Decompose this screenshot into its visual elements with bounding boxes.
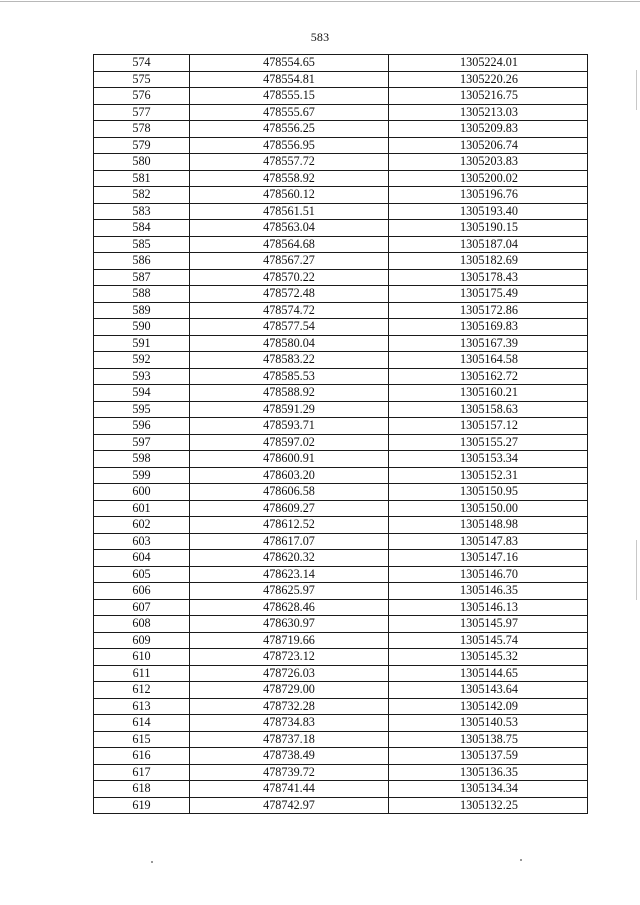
y-coordinate-cell	[389, 401, 588, 418]
x-coordinate-cell: 478556.95	[190, 137, 389, 154]
y-coordinate-value: 1305164.58	[460, 352, 518, 367]
table-row	[94, 55, 588, 72]
y-coordinate-value: 1305148.98	[460, 517, 518, 532]
point-number-cell: 604	[94, 550, 190, 567]
point-number-cell: 603	[94, 533, 190, 550]
y-coordinate-cell	[389, 55, 588, 72]
y-coordinate-cell	[389, 533, 588, 550]
table-row	[94, 781, 588, 798]
y-coordinate-cell	[389, 352, 588, 369]
y-coordinate-value: 1305213.03	[460, 104, 518, 119]
x-coordinate-cell: 478739.72	[190, 764, 389, 781]
point-number-cell: 593	[94, 368, 190, 385]
y-coordinate-value: 1305203.83	[460, 154, 518, 169]
y-coordinate-cell	[389, 253, 588, 270]
y-coordinate-value: 1305193.40	[460, 203, 518, 218]
y-coordinate-cell	[389, 236, 588, 253]
table-row	[94, 731, 588, 748]
y-coordinate-cell	[389, 121, 588, 138]
y-coordinate-value: 1305155.27	[460, 434, 518, 449]
table-row	[94, 550, 588, 567]
table-row	[94, 302, 588, 319]
point-number-cell: 583	[94, 203, 190, 220]
table-row	[94, 418, 588, 435]
table-row	[94, 698, 588, 715]
y-coordinate-value: 1305182.69	[460, 253, 518, 268]
y-coordinate-cell	[389, 137, 588, 154]
y-coordinate-cell	[389, 170, 588, 187]
point-number-cell: 597	[94, 434, 190, 451]
y-coordinate-value: 1305209.83	[460, 121, 518, 136]
table-row	[94, 269, 588, 286]
y-coordinate-cell	[389, 434, 588, 451]
point-number-cell: 617	[94, 764, 190, 781]
table-row	[94, 335, 588, 352]
table-row	[94, 236, 588, 253]
x-coordinate-cell: 478564.68	[190, 236, 389, 253]
table-row	[94, 764, 588, 781]
y-coordinate-cell	[389, 500, 588, 517]
y-coordinate-cell	[389, 764, 588, 781]
point-number-cell: 594	[94, 385, 190, 402]
point-number-cell: 602	[94, 517, 190, 534]
x-coordinate-cell: 478729.00	[190, 682, 389, 699]
point-number-cell: 585	[94, 236, 190, 253]
x-coordinate-cell: 478732.28	[190, 698, 389, 715]
y-coordinate-value: 1305138.75	[460, 731, 518, 746]
table-row	[94, 121, 588, 138]
x-coordinate-cell: 478588.92	[190, 385, 389, 402]
y-coordinate-cell	[389, 467, 588, 484]
y-coordinate-cell	[389, 71, 588, 88]
x-coordinate-cell: 478597.02	[190, 434, 389, 451]
table-row	[94, 71, 588, 88]
point-number-cell: 599	[94, 467, 190, 484]
y-coordinate-value: 1305175.49	[460, 286, 518, 301]
point-number-cell: 606	[94, 583, 190, 600]
point-number-cell: 609	[94, 632, 190, 649]
y-coordinate-value: 1305172.86	[460, 302, 518, 317]
y-coordinate-cell	[389, 286, 588, 303]
point-number-cell: 607	[94, 599, 190, 616]
y-coordinate-cell	[389, 517, 588, 534]
y-coordinate-cell	[389, 335, 588, 352]
table-row	[94, 434, 588, 451]
y-coordinate-value: 1305220.26	[460, 71, 518, 86]
point-number-cell: 615	[94, 731, 190, 748]
y-coordinate-cell	[389, 632, 588, 649]
table-row	[94, 220, 588, 237]
y-coordinate-value: 1305140.53	[460, 715, 518, 730]
x-coordinate-cell: 478723.12	[190, 649, 389, 666]
y-coordinate-cell	[389, 698, 588, 715]
point-number-cell: 576	[94, 88, 190, 105]
y-coordinate-value: 1305187.04	[460, 236, 518, 251]
table-row	[94, 682, 588, 699]
scan-edge-mark	[636, 540, 637, 600]
x-coordinate-cell: 478726.03	[190, 665, 389, 682]
x-coordinate-cell: 478591.29	[190, 401, 389, 418]
table-row	[94, 665, 588, 682]
table-row	[94, 599, 588, 616]
scan-speck	[520, 859, 522, 861]
point-number-cell: 577	[94, 104, 190, 121]
y-coordinate-cell	[389, 88, 588, 105]
y-coordinate-value: 1305190.15	[460, 220, 518, 235]
point-number-cell: 592	[94, 352, 190, 369]
x-coordinate-cell: 478574.72	[190, 302, 389, 319]
y-coordinate-value: 1305178.43	[460, 269, 518, 284]
y-coordinate-cell	[389, 616, 588, 633]
y-coordinate-cell	[389, 269, 588, 286]
y-coordinate-cell	[389, 418, 588, 435]
y-coordinate-value: 1305196.76	[460, 187, 518, 202]
x-coordinate-cell: 478570.22	[190, 269, 389, 286]
point-number-cell: 587	[94, 269, 190, 286]
x-coordinate-cell: 478556.25	[190, 121, 389, 138]
x-coordinate-cell: 478603.20	[190, 467, 389, 484]
y-coordinate-value: 1305146.13	[460, 599, 518, 614]
scan-edge-mark	[636, 70, 637, 110]
table-row	[94, 649, 588, 666]
x-coordinate-cell: 478558.92	[190, 170, 389, 187]
y-coordinate-cell	[389, 797, 588, 814]
y-coordinate-cell	[389, 748, 588, 765]
table-row	[94, 187, 588, 204]
y-coordinate-cell	[389, 566, 588, 583]
y-coordinate-cell	[389, 781, 588, 798]
point-number-cell: 616	[94, 748, 190, 765]
y-coordinate-value: 1305145.97	[460, 616, 518, 631]
y-coordinate-value: 1305144.65	[460, 665, 518, 680]
x-coordinate-cell: 478628.46	[190, 599, 389, 616]
x-coordinate-cell: 478585.53	[190, 368, 389, 385]
table-row	[94, 104, 588, 121]
y-coordinate-cell	[389, 104, 588, 121]
y-coordinate-value: 1305147.16	[460, 550, 518, 565]
x-coordinate-cell: 478567.27	[190, 253, 389, 270]
y-coordinate-cell	[389, 484, 588, 501]
table-row	[94, 451, 588, 468]
y-coordinate-value: 1305162.72	[460, 368, 518, 383]
y-coordinate-cell	[389, 154, 588, 171]
table-row	[94, 154, 588, 171]
y-coordinate-value: 1305150.95	[460, 484, 518, 499]
table-row	[94, 517, 588, 534]
point-number-cell: 590	[94, 319, 190, 336]
x-coordinate-cell: 478555.67	[190, 104, 389, 121]
y-coordinate-cell	[389, 550, 588, 567]
x-coordinate-cell: 478560.12	[190, 187, 389, 204]
y-coordinate-value: 1305146.35	[460, 583, 518, 598]
point-number-cell: 611	[94, 665, 190, 682]
table-row	[94, 583, 588, 600]
point-number-cell: 578	[94, 121, 190, 138]
y-coordinate-value: 1305142.09	[460, 698, 518, 713]
point-number-cell: 614	[94, 715, 190, 732]
table-row	[94, 632, 588, 649]
coordinate-table-body	[94, 55, 588, 814]
table-row	[94, 385, 588, 402]
y-coordinate-cell	[389, 583, 588, 600]
point-number-cell: 598	[94, 451, 190, 468]
table-row	[94, 500, 588, 517]
table-row	[94, 484, 588, 501]
point-number-cell: 596	[94, 418, 190, 435]
x-coordinate-cell: 478600.91	[190, 451, 389, 468]
y-coordinate-value: 1305169.83	[460, 319, 518, 334]
x-coordinate-cell: 478583.22	[190, 352, 389, 369]
table-row	[94, 401, 588, 418]
table-row	[94, 352, 588, 369]
table-row	[94, 368, 588, 385]
point-number-cell: 610	[94, 649, 190, 666]
y-coordinate-value: 1305153.34	[460, 451, 518, 466]
y-coordinate-value: 1305147.83	[460, 533, 518, 548]
x-coordinate-cell: 478620.32	[190, 550, 389, 567]
y-coordinate-value: 1305145.74	[460, 632, 518, 647]
x-coordinate-cell: 478738.49	[190, 748, 389, 765]
table-row	[94, 616, 588, 633]
point-number-cell: 582	[94, 187, 190, 204]
table-row	[94, 748, 588, 765]
y-coordinate-cell	[389, 319, 588, 336]
x-coordinate-cell: 478623.14	[190, 566, 389, 583]
point-number-cell: 588	[94, 286, 190, 303]
x-coordinate-cell: 478734.83	[190, 715, 389, 732]
point-number-cell: 613	[94, 698, 190, 715]
point-number-cell: 612	[94, 682, 190, 699]
x-coordinate-cell: 478580.04	[190, 335, 389, 352]
y-coordinate-value: 1305200.02	[460, 170, 518, 185]
x-coordinate-cell: 478617.07	[190, 533, 389, 550]
x-coordinate-cell: 478609.27	[190, 500, 389, 517]
table-row	[94, 797, 588, 814]
point-number-cell: 601	[94, 500, 190, 517]
table-row	[94, 203, 588, 220]
x-coordinate-cell: 478742.97	[190, 797, 389, 814]
y-coordinate-value: 1305150.00	[460, 500, 518, 515]
x-coordinate-cell: 478593.71	[190, 418, 389, 435]
scan-speck	[151, 861, 153, 863]
y-coordinate-cell	[389, 682, 588, 699]
table-row	[94, 566, 588, 583]
x-coordinate-cell: 478561.51	[190, 203, 389, 220]
y-coordinate-cell	[389, 599, 588, 616]
point-number-cell: 618	[94, 781, 190, 798]
y-coordinate-cell	[389, 649, 588, 666]
x-coordinate-cell: 478577.54	[190, 319, 389, 336]
point-number-cell: 579	[94, 137, 190, 154]
table-row	[94, 319, 588, 336]
table-row	[94, 533, 588, 550]
point-number-cell: 575	[94, 71, 190, 88]
point-number-cell: 595	[94, 401, 190, 418]
y-coordinate-value: 1305216.75	[460, 88, 518, 103]
table-row	[94, 253, 588, 270]
y-coordinate-value: 1305143.64	[460, 682, 518, 697]
x-coordinate-cell: 478612.52	[190, 517, 389, 534]
y-coordinate-value: 1305158.63	[460, 401, 518, 416]
x-coordinate-cell: 478625.97	[190, 583, 389, 600]
y-coordinate-cell	[389, 665, 588, 682]
point-number-cell: 619	[94, 797, 190, 814]
y-coordinate-cell	[389, 715, 588, 732]
coordinate-table	[93, 54, 588, 814]
x-coordinate-cell: 478606.58	[190, 484, 389, 501]
y-coordinate-value: 1305146.70	[460, 566, 518, 581]
page-top-edge	[0, 1, 640, 2]
point-number-cell: 591	[94, 335, 190, 352]
point-number-cell: 584	[94, 220, 190, 237]
y-coordinate-value: 1305132.25	[460, 797, 518, 812]
point-number-cell: 589	[94, 302, 190, 319]
y-coordinate-cell	[389, 302, 588, 319]
y-coordinate-cell	[389, 368, 588, 385]
x-coordinate-cell: 478572.48	[190, 286, 389, 303]
y-coordinate-value: 1305145.32	[460, 649, 518, 664]
y-coordinate-cell	[389, 187, 588, 204]
table-row	[94, 467, 588, 484]
x-coordinate-cell: 478630.97	[190, 616, 389, 633]
x-coordinate-cell: 478563.04	[190, 220, 389, 237]
point-number-cell: 600	[94, 484, 190, 501]
x-coordinate-cell: 478554.81	[190, 71, 389, 88]
x-coordinate-cell: 478741.44	[190, 781, 389, 798]
y-coordinate-value: 1305137.59	[460, 748, 518, 763]
table-row	[94, 88, 588, 105]
table-row	[94, 137, 588, 154]
y-coordinate-value: 1305157.12	[460, 418, 518, 433]
table-row	[94, 715, 588, 732]
point-number-cell: 580	[94, 154, 190, 171]
point-number-cell: 586	[94, 253, 190, 270]
x-coordinate-cell: 478554.65	[190, 55, 389, 72]
y-coordinate-cell	[389, 203, 588, 220]
point-number-cell: 605	[94, 566, 190, 583]
y-coordinate-value: 1305136.35	[460, 764, 518, 779]
y-coordinate-value: 1305134.34	[460, 781, 518, 796]
point-number-cell: 581	[94, 170, 190, 187]
y-coordinate-value: 1305206.74	[460, 137, 518, 152]
y-coordinate-value: 1305152.31	[460, 467, 518, 482]
page-number: 583	[310, 30, 330, 44]
y-coordinate-value: 1305167.39	[460, 335, 518, 350]
point-number-cell: 574	[94, 55, 190, 72]
x-coordinate-cell: 478737.18	[190, 731, 389, 748]
y-coordinate-cell	[389, 731, 588, 748]
x-coordinate-cell: 478719.66	[190, 632, 389, 649]
y-coordinate-cell	[389, 220, 588, 237]
x-coordinate-cell: 478555.15	[190, 88, 389, 105]
table-row	[94, 170, 588, 187]
y-coordinate-cell	[389, 451, 588, 468]
point-number-cell: 608	[94, 616, 190, 633]
x-coordinate-cell: 478557.72	[190, 154, 389, 171]
y-coordinate-value: 1305224.01	[460, 55, 518, 70]
y-coordinate-value: 1305160.21	[460, 385, 518, 400]
y-coordinate-cell	[389, 385, 588, 402]
table-row	[94, 286, 588, 303]
